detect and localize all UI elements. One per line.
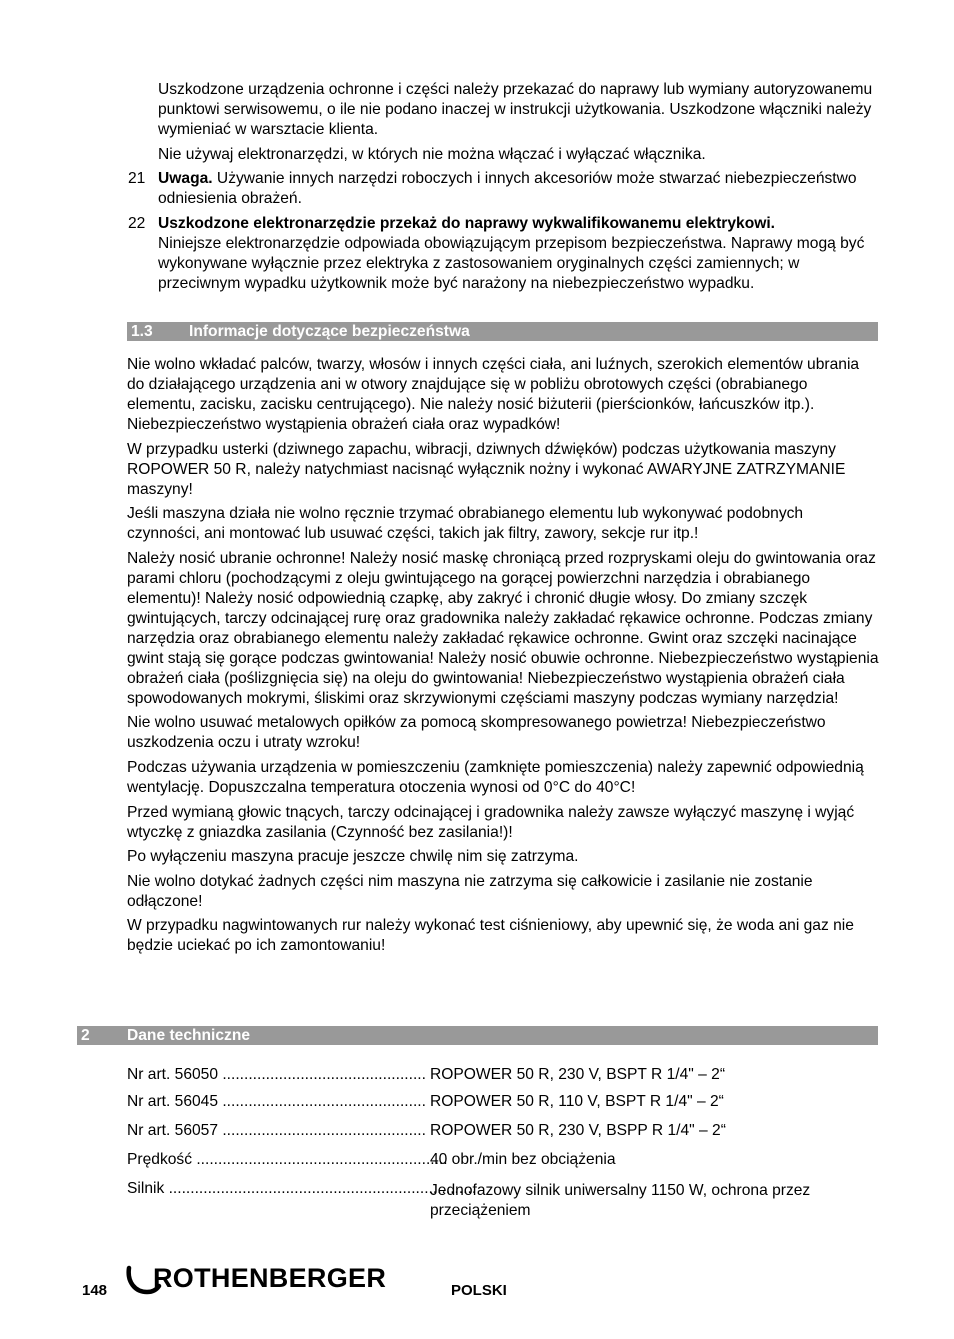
- paragraph: Należy nosić ubranie ochronne! Należy nosić maskę chroniącą przed rozpryskami oleju do gwintowania oraz parami chloru (pochodzącymi z oleju gwintującego na gorącej powierzchni narzędzia i obrabianego elementu)! Należy nosić odpowiednią czapkę, aby zakryć i chronić długie włosy. Do zmiany szczęk gwintujących, tarczy odcinającej rurę oraz gradownika należy zakładać rękawice ochronne. Podczas zmiany narzędzia oraz obrabianego elementu należy zakładać rękawice ochronne. Gwint oraz szczęki nacinające gwint stają się gorące podczas gwintowania! Należy nosić obuwie ochronne. Niebezpieczeństwo wystąpienia obrażeń ciała (poślizgnięcia się) na oleju do gwintowania! Niebezpieczeństwo wystąpienia obrażeń ciała spowodowanych mokrymi, śliskimi oraz skrzywionymi częściami maszyny podczas wymiany narzędzia!: [127, 549, 879, 707]
- section-header-1-3: [127, 322, 878, 341]
- tech-label: Silnik .......................................................................: [127, 1180, 477, 1197]
- tech-value: ROPOWER 50 R, 230 V, BSPP R 1/4" – 2“: [430, 1122, 726, 1139]
- item-21-text: Używanie innych narzędzi roboczych i innych akcesoriów może stwarzać niebezpieczeństwo odniesienia obrażeń.: [158, 170, 857, 207]
- paragraph: Nie wolno dotykać żadnych części nim maszyna nie zatrzyma się całkowicie i zasilanie nie zostanie odłączone!: [127, 872, 813, 910]
- section-number: 1.3: [131, 323, 153, 340]
- item-22-bold: Uszkodzone elektronarzędzie przekaż do naprawy wykwalifikowanemu elektrykowi.: [158, 215, 776, 232]
- top-continuation: [158, 80, 878, 165]
- item-21-bold: Uwaga.: [158, 170, 213, 187]
- section-title: Dane techniczne: [127, 1027, 251, 1044]
- paragraph: Przed wymianą głowic tnących, tarczy odcinającej i gradownika należy zawsze wyłączyć maszynę i wyjąć wtyczkę z gniazdka zasilania (Czynność bez zasilania!)!: [127, 803, 855, 841]
- tech-value: ROPOWER 50 R, 230 V, BSPT R 1/4" – 2“: [430, 1066, 726, 1083]
- section-number: 2: [81, 1027, 90, 1044]
- tech-label: Prędkość ..........................................................: [127, 1151, 448, 1168]
- item-number-21: 21: [128, 170, 146, 187]
- paragraph: Po wyłączeniu maszyna pracuje jeszcze chwilę nim się zatrzyma.: [127, 848, 579, 866]
- safety-info-body: [127, 355, 879, 961]
- tech-value: Jednofazowy silnik uniwersalny 1150 W, ochrona przez przeciążeniem: [430, 1182, 811, 1219]
- section-header-2: [77, 1026, 878, 1045]
- item-21: [158, 169, 878, 209]
- item-number-22: 22: [128, 215, 146, 232]
- tech-label: Nr art. 56050 ...............................................: [127, 1066, 426, 1083]
- paragraph: Nie wolno wkładać palców, twarzy, włosów i innych części ciała, ani luźnych, szerokich elementów ubrania do działającego urządzenia ani w otwory znajdujące się w pobliżu obrotowych części (obrabianego elementu, zacisku, zacisku centrującego). Nie należy nosić biżuterii (pierścionków, łańcuszków itp.). Niebezpieczeństwo wystąpienia obrażeń ciała oraz wypadków!: [127, 356, 860, 433]
- tech-value: 40 obr./min bez obciążenia: [430, 1151, 616, 1168]
- paragraph: Jeśli maszyna działa nie wolno ręcznie trzymać obrabianego elementu lub wykonywać podobnych czynności, ani montować lub usuwać części, takich jak filtry, zawory, sekcje rur itp.!: [127, 505, 804, 543]
- brand-logo: [125, 1262, 387, 1296]
- paragraph: Nie używaj elektronarzędzi, w których nie można włączać i wyłączać włącznika.: [158, 146, 706, 163]
- paragraph: W przypadku usterki (dziwnego zapachu, wibracji, dziwnych dźwięków) podczas użytkowania maszyny ROPOWER 50 R, należy natychmiast nacisnąć wyłącznik nożny i wykonać AWARYJNE ZATRZYMANIE maszyny!: [127, 440, 846, 498]
- item-22: [158, 214, 878, 294]
- tech-value: ROPOWER 50 R, 110 V, BSPT R 1/4" – 2“: [430, 1093, 724, 1110]
- item-22-text: Niniejsze elektronarzędzie odpowiada obowiązującym przepisom bezpieczeństwa. Naprawy mogą być wykonywane wyłącznie przez elektryka z zastosowaniem oryginalnych części zamiennych; w przeciwnym wypadku użytkownik może być narażony na niebezpieczeństwo wypadku.: [158, 235, 865, 292]
- language-label: POLSKI: [451, 1282, 507, 1299]
- paragraph: Uszkodzone urządzenia ochronne i części należy przekazać do naprawy lub wymiany autoryzowanemu punktowi serwisowemu, o ile nie podano inaczej w instrukcji użytkowania. Uszkodzone włączniki należy wymieniać w warsztacie klienta.: [158, 81, 873, 138]
- paragraph: Nie wolno usuwać metalowych opiłków za pomocą skompresowanego powietrza! Niebezpieczeństwo uszkodzenia oczu i utraty wzroku!: [127, 714, 826, 752]
- section-title: Informacje dotyczące bezpieczeństwa: [189, 323, 470, 340]
- paragraph: Podczas używania urządzenia w pomieszczeniu (zamknięte pomieszczenia) należy zapewnić odpowiednią wentylację. Dopuszczalna temperatura otoczenia wynosi od 0°C do 40°C!: [127, 758, 864, 796]
- tech-label: Nr art. 56045 ...............................................: [127, 1093, 426, 1110]
- paragraph: W przypadku nagwintowanych rur należy wykonać test ciśnieniowy, aby upewnić się, że woda ani gaz nie będzie uciekać po ich zamontowaniu!: [127, 917, 854, 955]
- brand-name: ROTHENBERGER: [153, 1263, 387, 1293]
- tech-label: Nr art. 56057 ...............................................: [127, 1122, 426, 1139]
- page-number: 148: [82, 1282, 108, 1299]
